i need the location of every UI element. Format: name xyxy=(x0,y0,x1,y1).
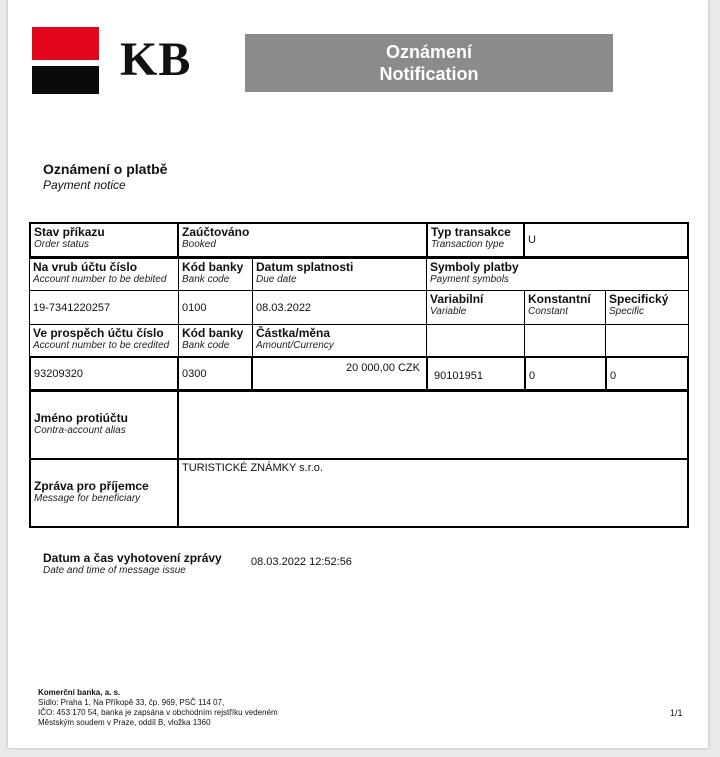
contra-alias-label: Jméno protiúčtu xyxy=(34,411,129,425)
transaction-type-value-cell xyxy=(523,222,689,258)
specific-value: 0 xyxy=(610,370,617,382)
message-sub: Message for beneficiary xyxy=(34,493,141,504)
footer-line-1: Sídlo: Praha 1, Na Příkopě 33, čp. 969, PSČ 114 07, xyxy=(38,698,225,707)
specific-value-cell xyxy=(605,356,689,391)
issued-value: 08.03.2022 12:52:56 xyxy=(251,556,352,568)
amount-sub: Amount/Currency xyxy=(256,340,334,351)
variable-value: 90101951 xyxy=(434,370,483,382)
constant-value-cell xyxy=(524,356,607,391)
amount-label: Částka/měna xyxy=(256,326,331,340)
debit-bank-value: 0100 xyxy=(182,302,207,314)
due-date-label: Datum splatnosti xyxy=(256,260,354,274)
specific-sub: Specific xyxy=(609,306,645,317)
issued-label: Datum a čas vyhotovení zprávy xyxy=(43,551,222,565)
debit-account-value-cell xyxy=(29,290,179,325)
document-page xyxy=(8,0,708,748)
specific-header xyxy=(605,290,689,325)
issued-label-block xyxy=(43,552,222,577)
transaction-type-sub: Transaction type xyxy=(431,239,505,250)
credit-account-label: Ve prospěch účtu číslo xyxy=(33,326,164,340)
kb-logo-mark xyxy=(32,27,99,94)
contra-alias-sub: Contra-account alias xyxy=(34,425,126,436)
amount-header xyxy=(252,324,427,357)
banner-title-cz: Oznámení xyxy=(385,42,473,62)
debit-account-header xyxy=(29,258,179,291)
notification-banner xyxy=(245,34,613,92)
debit-account-sub: Account number to be debited xyxy=(33,274,167,285)
symbols-label: Symboly platby xyxy=(430,260,519,274)
amount-value-cell xyxy=(251,356,428,391)
due-date-value-cell xyxy=(252,290,427,325)
credit-account-sub: Account number to be credited xyxy=(33,340,170,351)
message-value-cell xyxy=(177,458,689,528)
order-status-value-sub: Booked xyxy=(182,239,216,250)
order-status-value: Zaúčtováno xyxy=(182,225,250,239)
constant-sub: Constant xyxy=(528,306,569,317)
credit-bank-value: 0300 xyxy=(182,368,207,380)
footer xyxy=(38,688,278,728)
banner-title-en: Notification xyxy=(379,64,479,84)
debit-bank-sub: Bank code xyxy=(182,274,230,285)
debit-account-value: 19-7341220257 xyxy=(33,302,111,314)
footer-company: Komerční banka, a. s. xyxy=(38,688,121,697)
message-header xyxy=(29,458,179,528)
constant-header xyxy=(524,290,606,325)
variable-header xyxy=(426,290,525,325)
due-date-header xyxy=(252,258,427,291)
page-title: Oznámení o platbě xyxy=(43,161,168,177)
page-subtitle: Payment notice xyxy=(43,178,126,192)
order-status-sub: Order status xyxy=(34,239,90,250)
amount-value: 20 000,00 CZK xyxy=(346,362,420,374)
specific-label: Specifický xyxy=(609,292,669,306)
variable-value-cell xyxy=(426,356,526,391)
variable-sub: Variable xyxy=(430,306,467,317)
message-value: TURISTICKÉ ZNÁMKY s.r.o. xyxy=(182,462,323,474)
order-status-value-cell xyxy=(177,222,428,258)
symbols-sub: Payment symbols xyxy=(430,274,509,285)
due-date-value: 08.03.2022 xyxy=(256,302,312,314)
issued-sub: Date and time of message issue xyxy=(43,565,186,576)
order-status-label: Stav příkazu xyxy=(34,225,105,239)
credit-account-value-cell xyxy=(29,356,179,391)
credit-account-header xyxy=(29,324,179,357)
credit-bank-value-cell xyxy=(177,356,253,391)
credit-account-value: 93209320 xyxy=(34,368,83,380)
symbols-header xyxy=(426,258,689,291)
credit-bank-sub: Bank code xyxy=(182,340,230,351)
debit-bank-value-cell xyxy=(178,290,253,325)
specific-spacer xyxy=(605,324,689,357)
transaction-type-value: U xyxy=(528,234,536,246)
variable-label: Variabilní xyxy=(430,292,484,306)
transaction-type-label: Typ transakce xyxy=(431,225,511,239)
debit-account-label: Na vrub účtu číslo xyxy=(33,260,138,274)
debit-bank-header xyxy=(178,258,253,291)
constant-label: Konstantní xyxy=(528,292,591,306)
variable-spacer xyxy=(426,324,525,357)
contra-alias-header xyxy=(29,390,179,460)
due-date-sub: Due date xyxy=(256,274,297,285)
message-label: Zpráva pro příjemce xyxy=(34,479,149,493)
page-number: 1/1 xyxy=(670,708,683,718)
footer-line-2: IČO: 453 170 54, banka je zapsána v obchodním rejstříku vedeném xyxy=(38,708,278,717)
footer-line-3: Městským soudem v Praze, oddíl B, vložka 1360 xyxy=(38,718,211,727)
credit-bank-label: Kód banky xyxy=(182,326,244,340)
credit-bank-header xyxy=(178,324,253,357)
contra-alias-value-cell xyxy=(177,390,689,460)
constant-value: 0 xyxy=(529,370,536,382)
constant-spacer xyxy=(524,324,606,357)
kb-logo-text: KB xyxy=(120,33,192,86)
debit-bank-label: Kód banky xyxy=(182,260,244,274)
order-status-cell xyxy=(29,222,179,258)
transaction-type-cell xyxy=(426,222,525,258)
